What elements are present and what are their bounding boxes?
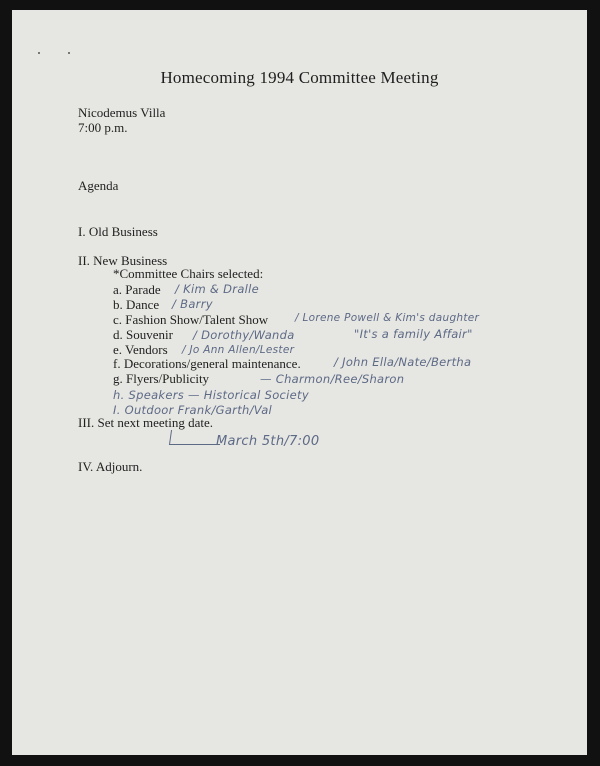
- paper-speck: [38, 52, 40, 54]
- sub-item-parade: a. Parade: [113, 282, 161, 297]
- agenda-item-old-business: I. Old Business: [78, 224, 158, 239]
- handwritten-flyers-chair: — Charmon/Ree/Sharon: [260, 372, 405, 386]
- handwritten-decorations-chair: / John Ella/Nate/Bertha: [334, 355, 472, 369]
- handwritten-item-speakers: h. Speakers — Historical Society: [113, 388, 309, 402]
- handwritten-arrow: [169, 430, 222, 445]
- sub-item-fashion-show: c. Fashion Show/Talent Show: [113, 312, 269, 327]
- meeting-location: Nicodemus Villa: [78, 105, 166, 120]
- committee-chairs-note: *Committee Chairs selected:: [113, 266, 264, 281]
- handwritten-souvenir-theme: "It's a family Affair": [354, 327, 473, 341]
- handwritten-next-meeting-date: March 5th/7:00: [216, 434, 320, 449]
- handwritten-vendors-chair: / Jo Ann Allen/Lester: [182, 344, 295, 356]
- meeting-time: 7:00 p.m.: [78, 120, 128, 135]
- agenda-item-new-business: II. New Business: [78, 253, 168, 268]
- sub-item-flyers: g. Flyers/Publicity: [113, 371, 210, 386]
- sub-item-vendors: e. Vendors: [113, 342, 168, 357]
- handwritten-dance-chair: / Barry: [172, 297, 213, 311]
- handwritten-item-outdoor: I. Outdoor Frank/Garth/Val: [113, 403, 273, 417]
- handwritten-fashion-show-chair: / Lorene Powell & Kim's daughter: [295, 312, 480, 324]
- agenda-item-next-meeting: III. Set next meeting date.: [78, 415, 214, 430]
- sub-item-dance: b. Dance: [113, 297, 160, 312]
- handwritten-parade-chair: / Kim & Dralle: [175, 282, 260, 296]
- handwritten-souvenir-chair: / Dorothy/Wanda: [193, 328, 295, 342]
- document-page: [12, 10, 587, 755]
- sub-item-souvenir: d. Souvenir: [113, 327, 173, 342]
- agenda-item-adjourn: IV. Adjourn.: [78, 459, 143, 474]
- page-title: Homecoming 1994 Committee Meeting: [160, 68, 439, 87]
- paper-speck: [68, 52, 70, 54]
- sub-item-decorations: f. Decorations/general maintenance.: [113, 356, 301, 371]
- agenda-heading: Agenda: [78, 178, 119, 193]
